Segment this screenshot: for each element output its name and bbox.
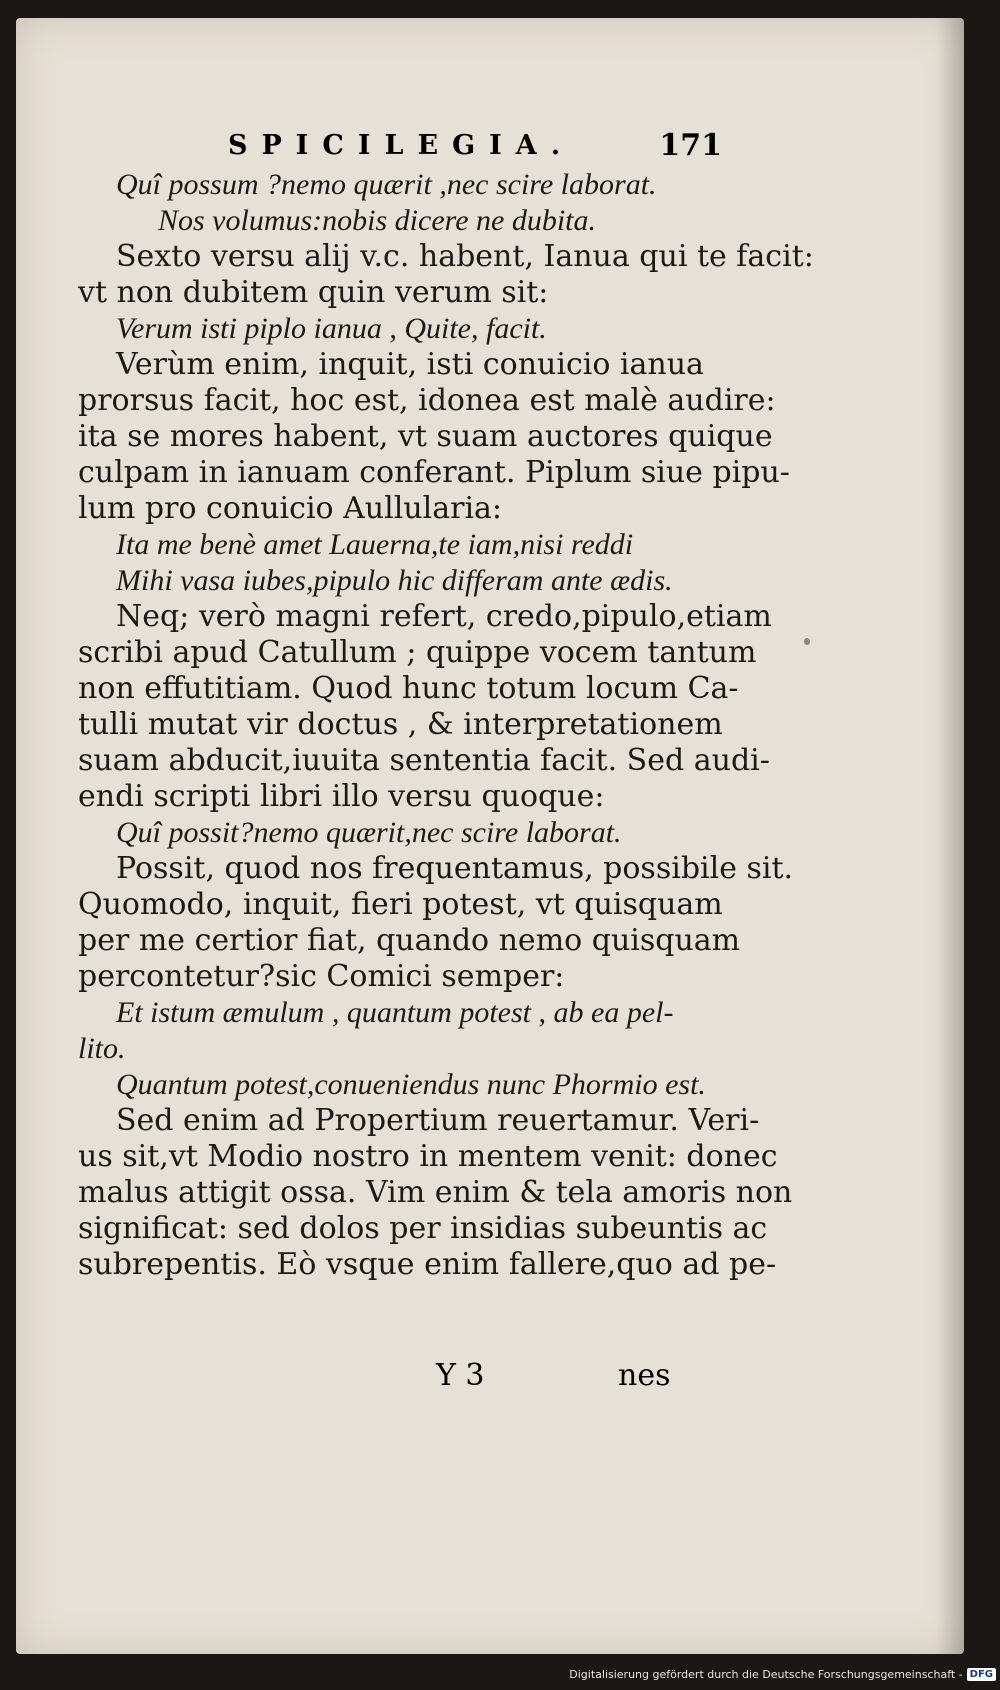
text-line: significat: sed dolos per insidias subeuntis ac xyxy=(78,1211,768,1246)
running-head: SPICILEGIA. xyxy=(228,130,575,161)
text-line: ita se mores habent, vt suam auctores quique xyxy=(78,419,773,454)
footer-text: Digitalisierung gefördert durch die Deutsche Forschungsgemeinschaft - xyxy=(569,1667,963,1681)
signature-mark: Y 3 xyxy=(436,1358,485,1393)
page-number: 171 xyxy=(659,128,722,163)
text-line: lum pro conuicio Aullularia: xyxy=(78,491,503,526)
text-line: Verùm enim, inquit, isti conuicio ianua xyxy=(116,347,704,382)
text-line: scribi apud Catullum ; quippe vocem tantum xyxy=(78,635,757,670)
text-line: Neq; verò magni refert, credo,pipulo,etiam xyxy=(116,599,772,634)
dfg-logo: DFG xyxy=(967,1668,996,1681)
page-header xyxy=(78,130,722,170)
text-line: subrepentis. Eò vsque enim fallere,quo ad pe- xyxy=(78,1247,777,1282)
text-line: Ita me benè amet Lauerna,te iam,nisi reddi xyxy=(116,528,634,561)
text-line: vt non dubitem quin verum sit: xyxy=(78,275,549,310)
text-line: Verum isti piplo ianua , Quite, facit. xyxy=(116,312,547,345)
catchword: nes xyxy=(618,1358,671,1393)
book-page xyxy=(16,18,964,1654)
digitization-footer xyxy=(569,1662,996,1686)
text-line: suam abducit,iuuita sententia facit. Sed audi- xyxy=(78,743,770,778)
ink-speck xyxy=(804,638,810,645)
text-line: Nos volumus:nobis dicere ne dubita. xyxy=(158,204,597,237)
text-line: Sexto versu alij v.c. habent, Ianua qui te facit: xyxy=(116,239,814,274)
text-line: prorsus facit, hoc est, idonea est malè audire: xyxy=(78,383,776,418)
text-line: Possit, quod nos frequentamus, possibile sit. xyxy=(116,851,794,886)
text-line: Mihi vasa iubes,pipulo hic differam ante ædis. xyxy=(116,564,673,597)
text-line: Quî possit?nemo quærit,nec scire laborat. xyxy=(116,816,622,849)
text-line: culpam in ianuam conferant. Piplum siue pipu- xyxy=(78,455,790,490)
text-line: tulli mutat vir doctus , & interpretationem xyxy=(78,707,723,742)
text-line: per me certior fiat, quando nemo quisquam xyxy=(78,923,741,958)
text-line: non effutitiam. Quod hunc totum locum Ca- xyxy=(78,671,739,706)
text-line: us sit,vt Modio nostro in mentem venit: donec xyxy=(78,1139,778,1174)
text-line: lito. xyxy=(78,1032,126,1065)
text-line: Quantum potest,conueniendus nunc Phormio est. xyxy=(116,1068,706,1101)
text-line: Et istum æmulum , quantum potest , ab ea pel- xyxy=(116,996,674,1029)
text-line: Quî possum ?nemo quærit ,nec scire laborat. xyxy=(116,168,657,201)
text-line: malus attigit ossa. Vim enim & tela amoris non xyxy=(78,1175,793,1210)
text-line: percontetur?sic Comici semper: xyxy=(78,959,565,994)
text-line: Quomodo, inquit, fieri potest, vt quisquam xyxy=(78,887,723,922)
text-line: endi scripti libri illo versu quoque: xyxy=(78,779,605,814)
text-line: Sed enim ad Propertium reuertamur. Veri- xyxy=(116,1103,760,1138)
